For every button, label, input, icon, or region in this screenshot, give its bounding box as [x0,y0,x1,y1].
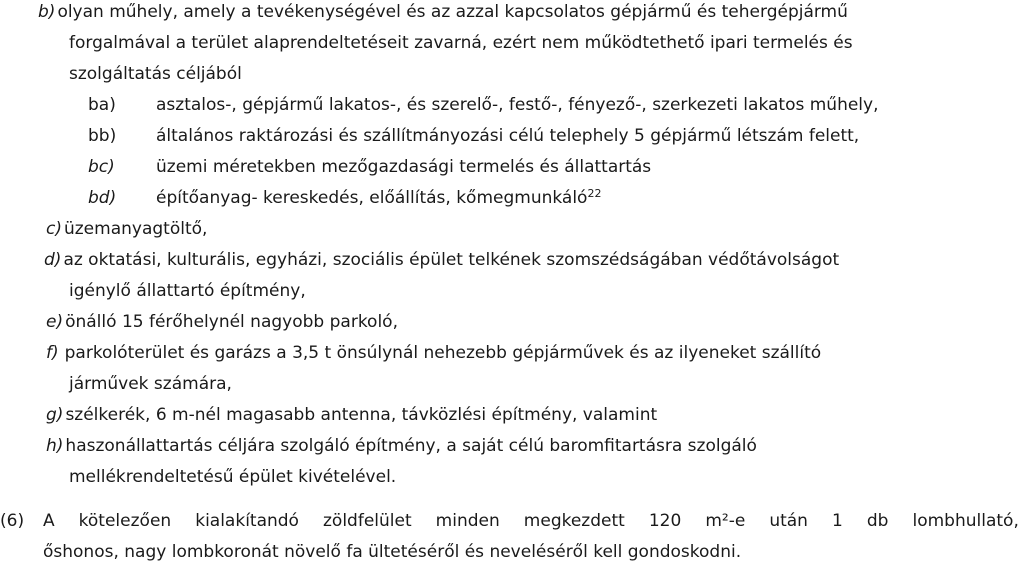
subitem-bb-body [156,124,859,148]
item-f-line-2 [69,372,232,396]
paragraph-6-number [0,509,24,533]
p6-word: minden [435,511,500,531]
item-d-text-1: az oktatási, kulturális, egyházi, szociális épület telkének szomszédságában védőtávolságot [63,250,840,270]
item-d-line-2 [69,279,306,303]
item-e-line-1 [46,310,398,334]
paragraph-6-text-2: őshonos, nagy lombkoronát növelő fa ültetéséről és neveléséről kell gondoskodni. [43,542,742,562]
subitem-bc [88,155,115,179]
item-d-line-1 [44,248,839,272]
item-b-line-2 [69,31,853,55]
subitem-ba-body [156,93,878,117]
paragraph-6-number-text: (6) [0,511,25,531]
p6-word: megkezdett [523,511,625,531]
item-h-text-2: mellékrendeltetésű épület kivételével. [69,467,397,487]
item-g-line-1 [46,403,657,427]
item-b-text-3: szolgáltatás céljából [69,64,242,84]
item-d-text-2: igénylő állattartó építmény, [69,281,306,301]
item-e-text-1: önálló 15 férőhelynél nagyobb parkoló, [65,312,398,332]
item-b-line-1 [38,0,848,24]
p6-word: zöldfelület [323,511,412,531]
item-f-text-2: járművek számára, [69,374,232,394]
item-h-line-2 [69,465,396,489]
subitem-bc-text: üzemi méretekben mezőgazdasági termelés és állattartás [156,157,652,177]
paragraph-6-line-2 [43,540,741,564]
p6-word: m²-e [705,511,746,531]
subitem-bb-text: általános raktározási és szállítmányozási célú telephely 5 gépjármű létszám felett, [156,126,860,146]
item-c-text-1: üzemanyagtöltő, [63,219,208,239]
subitem-bc-marker: bc) [88,157,115,177]
subitem-bb-marker: bb) [88,126,117,146]
item-f-text-1: parkolóterület és garázs a 3,5 t önsúlynál nehezebb gépjárművek és az ilyeneket szállító [64,343,822,363]
subitem-ba-marker: ba) [88,95,116,115]
item-g-text-1: szélkerék, 6 m-nél magasabb antenna, távközlési építmény, valamint [65,405,658,425]
p6-word: kialakítandó [195,511,299,531]
subitem-ba [88,93,116,117]
subitem-bd [88,186,116,210]
item-b-text-1: olyan műhely, amely a tevékenységével és az azzal kapcsolatos gépjármű és tehergépjármű [57,2,848,22]
item-d-marker: d) [44,250,62,270]
p6-word: után [769,511,808,531]
p6-word: A [43,511,55,531]
item-h-text-1: haszonállattartás céljára szolgáló építmény, a saját célú baromfitartásra szolgáló [65,436,757,456]
item-g-marker: g) [46,405,64,425]
subitem-ba-text: asztalos-, gépjármű lakatos-, és szerelő-, festő-, fényező-, szerkezeti lakatos műhely, [156,95,879,115]
p6-word: lombhullató, [912,511,1019,531]
p6-word: db [866,511,889,531]
subitem-bb [88,124,116,148]
paragraph-6-line-1 [43,509,1019,533]
subitem-bd-body [156,186,601,210]
item-f-line-1 [46,341,821,365]
item-h-line-1 [46,434,757,458]
item-e-marker: e) [46,312,64,332]
item-b-marker: b) [38,2,56,22]
subitem-bd-text: építőanyag- kereskedés, előállítás, kőmegmunkáló [156,188,588,208]
item-c-marker: c) [46,219,62,239]
p6-word: kötelezően [78,511,172,531]
item-f-marker: f) [46,343,59,363]
subitem-bc-body [156,155,651,179]
item-c-line-1 [46,217,207,241]
p6-word: 120 [648,511,682,531]
p6-word: 1 [832,511,843,531]
subitem-bd-marker: bd) [88,188,117,208]
item-h-marker: h) [46,436,64,456]
item-b-line-3 [69,62,242,86]
item-b-text-2: forgalmával a terület alaprendeltetéseit zavarná, ezért nem működtethető ipari termelés és [69,33,853,53]
footnote-ref-22[interactable]: 22 [587,187,602,200]
